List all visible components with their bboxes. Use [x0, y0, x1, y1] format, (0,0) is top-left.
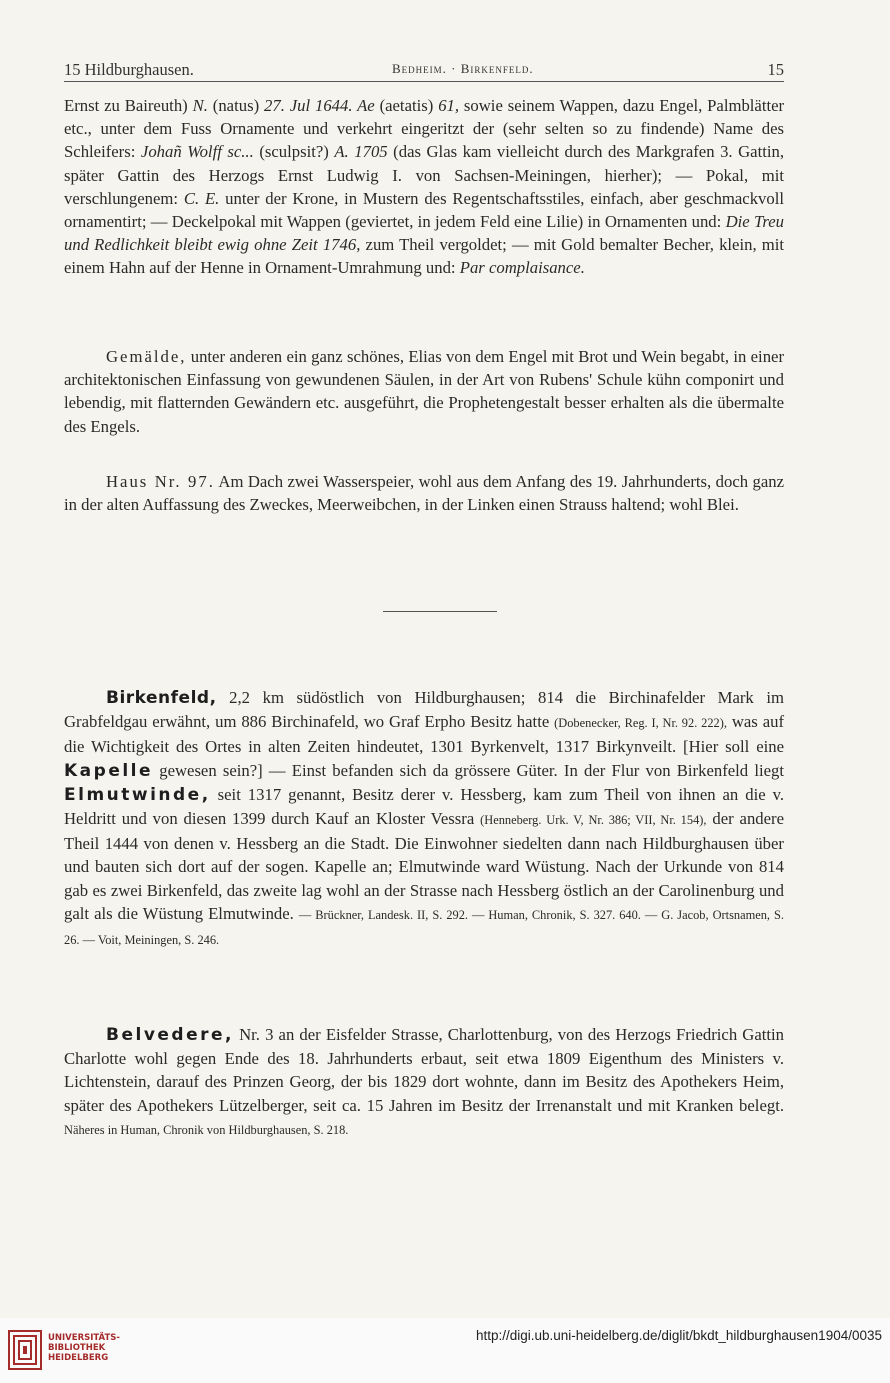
spaced-lead: Haus Nr. 97.: [106, 472, 215, 491]
paragraph-glass: [64, 94, 784, 280]
reference: Näheres in Human, Chronik von Hildburghausen, S. 218.: [64, 1122, 349, 1137]
library-name: [48, 1333, 120, 1363]
italic-text: Johañ Wolff sc...: [140, 142, 254, 162]
italic-text: N.: [192, 96, 208, 115]
section-separator: [383, 611, 497, 612]
text: (sculpsit?): [259, 142, 329, 162]
text: seit 1317 genannt, Besitz derer v. Hessberg, kam zum Theil von ihnen an die v. Heldritt und von diesen 1399 durch Kauf an Kloster Vessra: [64, 784, 785, 829]
text: Ernst zu Baireuth): [64, 96, 188, 115]
reference: — Brückner, Landesk. II, S. 292. — Human, Chronik, S. 327. 640. — G. Jacob, Ortsnamen, S. 26. — Voit, Meiningen, S. 246.: [64, 907, 784, 948]
text: gewesen sein?] — Einst befanden sich da grössere Güter. In der Flur von Birkenfeld liegt: [159, 760, 784, 780]
text: zum Theil vergoldet; — mit Gold bemalter Becher, klein, mit einem Hahn auf der Henne in Ornament-Umrahmung und:: [64, 235, 785, 278]
text: Am Dach zwei Wasserspeier, wohl aus dem Anfang des 19. Jahrhunderts, doch ganz in der alten Auffassung des Zweckes, Meerweibchen, in der Linken einen Strauss haltend; wohl Blei.: [64, 472, 784, 515]
text: (aetatis): [379, 96, 434, 115]
italic-text: C. E.: [183, 188, 220, 208]
text: der andere Theil 1444 von denen v. Hessberg an die Stadt. Die Einwohner siedelten dann nach Hildburghausen über und bauten sich dort auf der sogen. Kapelle an; Elmutwinde ward Wüstung. Nach der Urkunde von 814 gab es zwei Birkenfeld, das zweite lag wohl an der Strasse nach Hessberg östlich an der Carolinenburg und galt als die Wüstung Elmutwinde.: [64, 809, 785, 923]
text: unter der Krone, in Mustern des Regentschaftsstiles, einfach, aber geschmackvoll ornamentirt; — Deckelpokal mit Wappen (geviertet, in jedem Feld eine Lilie) in Ornamenten und:: [64, 188, 785, 232]
text: (das Glas kam vielleicht durch des Markgrafen 3. Gattin, später Gattin des Herzogs Ernst Ludwig I. von Sachsen-Meiningen, hierher); — Pokal, mit verschlungenem:: [64, 142, 785, 208]
text: (natus): [212, 96, 260, 115]
library-name-line: BIBLIOTHEK: [48, 1343, 106, 1353]
keyword: Kapelle: [64, 760, 154, 781]
header-left: 15 Hildburghausen.: [64, 60, 194, 79]
library-logo-icon: [8, 1330, 42, 1370]
reference: (Henneberg. Urk. V, Nr. 386; VII, Nr. 154),: [480, 813, 707, 828]
header-rule: [64, 81, 784, 82]
reference: (Dobenecker, Reg. I, Nr. 92. 222),: [554, 716, 727, 731]
italic-text: Par complaisance.: [459, 258, 585, 278]
entry-title: Birkenfeld,: [106, 688, 217, 708]
library-name-line: HEIDELBERG: [48, 1353, 109, 1363]
text: was auf die Wichtigkeit des Ortes in alten Zeiten hindeutet, 1301 Byrkenvelt, 1317 Birkynveilt. [Hier soll eine: [64, 712, 785, 757]
entry-title: Belvedere,: [106, 1025, 234, 1045]
italic-text: 27. Jul 1644. Ae: [264, 96, 375, 115]
entry-birkenfeld: [64, 686, 784, 952]
paragraph-haus: [64, 470, 784, 516]
italic-text: A. 1705: [334, 142, 388, 162]
entry-belvedere: [64, 1023, 784, 1142]
keyword: Elmutwinde,: [64, 784, 211, 805]
running-header: [64, 60, 784, 80]
source-url-link[interactable]: http://digi.ub.uni-heidelberg.de/diglit/bkdt_hildburghausen1904/0035: [475, 1328, 882, 1343]
paragraph-gemaelde: [64, 345, 784, 438]
italic-text: Die Treu und Redlichkeit bleibt ewig ohne Zeit 1746,: [64, 212, 784, 255]
text: unter anderen ein ganz schönes, Elias von dem Engel mit Brot und Wein begabt, in einer architektonischen Einfassung von gewundenen Säulen, in der Art von Rubens' Schule kühn componirt und lebendig, mit flatternden Gewändern etc. ausgeführt, die Prophetengestalt besser erhalten als die übermalte des Engels.: [64, 347, 784, 436]
spaced-lead: Gemälde,: [106, 347, 187, 366]
text: Nr. 3 an der Eisfelder Strasse, Charlottenburg, von des Herzogs Friedrich Gattin Charlotte wohl gegen Ende des 18. Jahrhunderts erbaut, seit etwa 1809 Eigenthum des Ministers v. Lichtenstein, darauf des Prinzen Georg, der bis 1829 dort wohnte, dann im Besitz des Apothekers Heim, später des Apothekers Lützelberger, seit ca. 15 Jahren im Besitz der Irrenanstalt und mit Kranken belegt.: [64, 1025, 784, 1115]
text: sowie seinem Wappen, dazu Engel, Palmblätter etc., unter dem Fuss Ornamente und verkehrt eingeritzt der (sehr selten so zu findende) Name des Schleifers:: [64, 96, 785, 162]
text: 2,2 km südöstlich von Hildburghausen; 814 die Birchinafelder Mark im Grabfeldgau erwähnt, um 886 Birchinafeld, wo Graf Erpho Besitz hatte: [64, 688, 784, 732]
header-page-number: 15: [767, 60, 784, 79]
italic-text: 61,: [438, 96, 460, 115]
library-name-line: UNIVERSITÄTS-: [48, 1333, 120, 1343]
header-center: Bedheim. · Birkenfeld.: [392, 61, 534, 76]
